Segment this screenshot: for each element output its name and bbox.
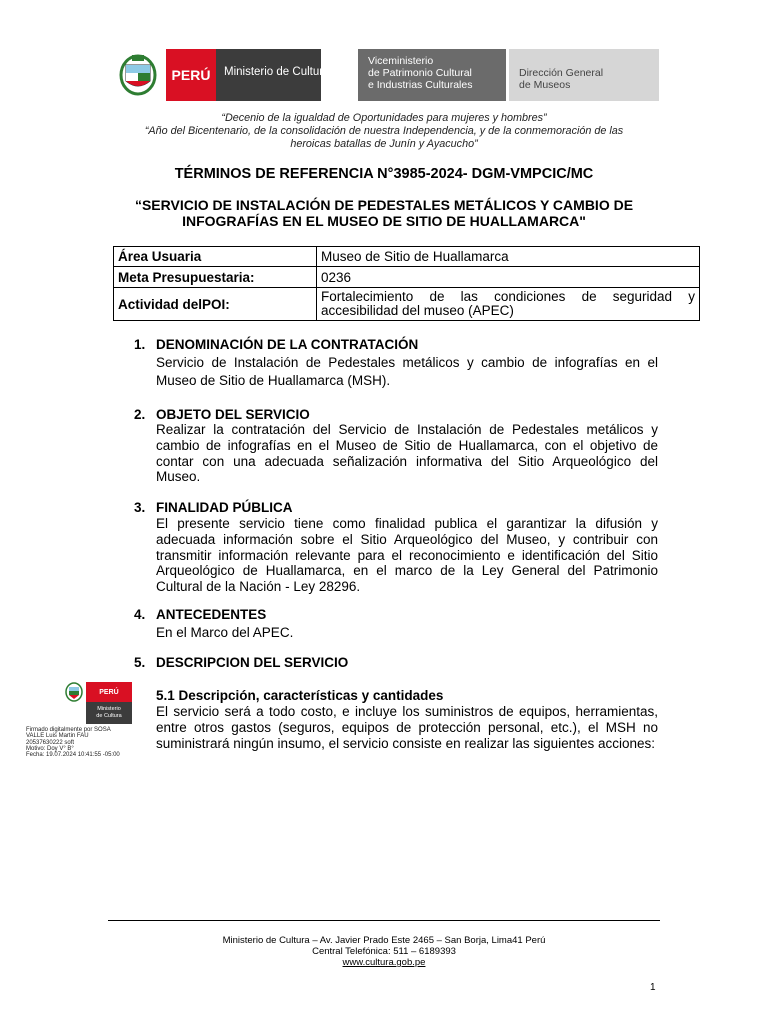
signature-ministry-line: de Cultura <box>96 712 122 719</box>
direction-line: de Museos <box>519 79 571 91</box>
footer-address: Ministerio de Cultura – Av. Javier Prado Este 2465 – San Borja, Lima41 Perú <box>222 935 546 946</box>
table-row <box>114 267 700 288</box>
table-label: Meta Presupuestaria: <box>114 267 317 288</box>
table-value: Museo de Sitio de Huallamarca <box>317 247 700 267</box>
vice-line: e Industrias Culturales <box>368 79 473 91</box>
table-row <box>114 288 700 321</box>
page-number: 1 <box>650 982 656 993</box>
section-heading: OBJETO DEL SERVICIO <box>156 407 310 422</box>
peru-brand-block <box>166 49 330 101</box>
footer-divider <box>108 920 660 921</box>
signature-text <box>26 727 120 758</box>
signature-logo <box>64 682 132 724</box>
motto-line-1: “Decenio de la igualdad de Oportunidades para mujeres y hombres” <box>221 112 547 124</box>
table-row <box>114 247 700 267</box>
document-title: TÉRMINOS DE REFERENCIA N°3985-2024- DGM-VMPCIC/MC <box>174 166 594 182</box>
section-number: 5. <box>134 655 146 670</box>
table-value: 0236 <box>317 267 700 288</box>
ministry-label: Ministerio de Cultura <box>224 66 330 78</box>
coat-of-arms-icon <box>64 682 84 702</box>
coat-of-arms-icon <box>118 51 158 97</box>
section-heading: DENOMINACIÓN DE LA CONTRATACIÓN <box>156 337 419 352</box>
section-number: 2. <box>134 407 146 422</box>
section-heading: DESCRIPCION DEL SERVICIO <box>156 655 349 670</box>
signature-line: Firmado digitalmente por SOSA <box>26 727 111 733</box>
signature-line: Motivo: Doy V° B° <box>26 745 74 752</box>
institutional-header <box>114 49 659 101</box>
vice-line: Viceministerio <box>368 55 434 67</box>
subsection-body: El servicio será a todo costo, e incluye los suministros de equipos, herramientas, entre otros gastos (seguros, equipos de protección personal, etc.), el MSH no suministrará ningún insumo, el servicio consiste en realizar las siguientes acciones: <box>156 704 658 751</box>
section-number: 1. <box>134 337 146 352</box>
section-heading: ANTECEDENTES <box>156 607 267 622</box>
table-label: Área Usuaria <box>114 247 317 267</box>
vice-line: de Patrimonio Cultural <box>368 67 472 79</box>
section-heading: FINALIDAD PÚBLICA <box>156 500 293 515</box>
table-value-line: Fortalecimiento de las condiciones de seguridad y <box>321 289 695 304</box>
viceministry-block <box>358 49 506 101</box>
signature-ministry-block <box>86 702 132 724</box>
section-body: Realizar la contratación del Servicio de Instalación de Pedestales metálicos y cambio de infografías en el Museo de Sitio de Huallamarca, con el objetivo de contar con una adecuada señalización informativa del Sitio Arqueológico del Museo. <box>156 422 658 485</box>
peru-label: PERÚ <box>166 49 216 101</box>
footer-phone: Central Telefónica: 511 – 6189393 <box>312 946 456 957</box>
signature-ministry-line: Ministerio <box>97 706 121 712</box>
section-body: Servicio de Instalación de Pedestales metálicos y cambio de infografías en el Museo de Sitio de Huallamarca (MSH). <box>156 355 658 388</box>
signature-line: 20537630222 soft <box>26 739 75 746</box>
subsection-heading: 5.1 Descripción, características y cantidades <box>156 688 444 703</box>
table-value <box>317 288 700 321</box>
signature-line: VALLE Luis Martin FAU <box>26 733 89 740</box>
signature-peru-label: PERÚ <box>86 682 132 702</box>
table-label: Actividad delPOI: <box>114 288 317 321</box>
motto-line-2: “Año del Bicentenario, de la consolidación de nuestra Independencia, y de la conmemoración de las <box>144 125 624 137</box>
document-subtitle-1: “SERVICIO DE INSTALACIÓN DE PEDESTALES METÁLICOS Y CAMBIO DE <box>134 197 634 213</box>
direction-line: Dirección General <box>519 67 604 79</box>
info-table <box>113 246 700 321</box>
motto-line-3: heroicas batallas de Junín y Ayacucho” <box>290 138 478 150</box>
footer-website-link[interactable]: www.cultura.gob.pe <box>342 957 426 968</box>
section-body: El presente servicio tiene como finalidad publica el garantizar la difusión y adecuada información sobre el Sitio Arqueológico del Museo, y contribuir con transmitir información relevante para el reconocimiento e identificación del Sitio Arqueológico de Huallamarca, en el marco de la Ley General del Patrimonio Cultural de la Nación - Ley 28296. <box>156 516 658 595</box>
document-subtitle-2: INFOGRAFÍAS EN EL MUSEO DE SITIO DE HUALLAMARCA" <box>182 213 586 229</box>
direction-block <box>509 49 659 101</box>
signature-line: Fecha: 19.07.2024 10:41:55 -05:00 <box>26 752 120 759</box>
section-number: 4. <box>134 607 146 622</box>
table-value-line: accesibilidad del museo (APEC) <box>321 303 514 318</box>
section-number: 3. <box>134 500 146 515</box>
section-body: En el Marco del APEC. <box>156 625 294 640</box>
